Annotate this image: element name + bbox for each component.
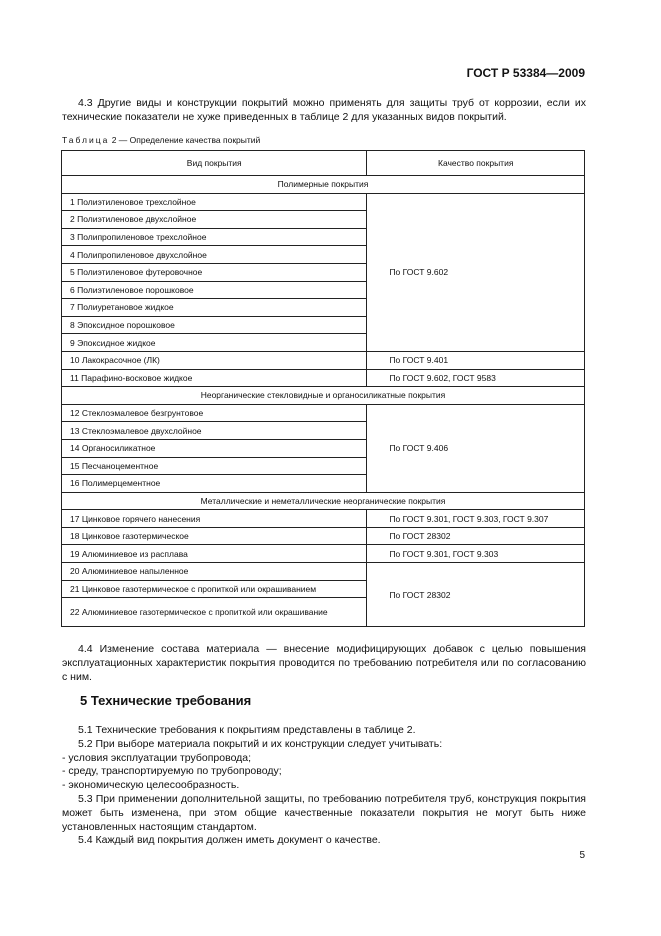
row-label: 8 Эпоксидное порошковое [62, 316, 367, 334]
paragraph-5-4: 5.4 Каждый вид покрытия должен иметь документ о качестве. [78, 834, 381, 847]
paragraph-4-4: 4.4 Изменение состава материала — внесение модифицирующих добавок с целью повышения эксплуатационных характеристик покрытия проводится по требованию потребителя или по согласованию с ним. [62, 643, 586, 683]
quality-cell: По ГОСТ 9.602, ГОСТ 9583 [367, 369, 585, 387]
paragraph-5-1: 5.1 Технические требования к покрытиям представлены в таблице 2. [78, 724, 416, 736]
row-label: 5 Полиэтиленовое футеровочное [62, 263, 367, 281]
quality-cell: По ГОСТ 9.401 [367, 351, 585, 369]
row-label: 9 Эпоксидное жидкое [62, 334, 367, 352]
document-code: ГОСТ Р 53384—2009 [466, 66, 585, 80]
table-row [62, 545, 585, 563]
column-header-quality: Качество покрытия [367, 151, 585, 176]
row-label: 20 Алюминиевое напыленное [62, 563, 367, 581]
paragraph-4-3: 4.3 Другие виды и конструкции покрытий можно применять для защиты труб от коррозии, если их технические показатели не хуже приведенных в таблице 2 для указанных видов покрытий. [62, 97, 586, 123]
table-row [62, 510, 585, 528]
list-item: - условия эксплуатации трубопровода; [62, 751, 252, 764]
section-5-heading: 5 Технические требования [80, 693, 252, 708]
list-item: - экономическую целесообразность. [62, 779, 240, 792]
group-inorganic-glass: Неорганические стекловидные и органосиликатные покрытия [62, 387, 585, 405]
row-label: 22 Алюминиевое газотермическое с пропиткой или окрашивание [62, 598, 367, 627]
quality-cell: По ГОСТ 9.406 [367, 404, 585, 492]
table-caption-prefix: Таблица [62, 135, 110, 145]
row-label: 12 Стеклоэмалевое безгрунтовое [62, 404, 367, 422]
quality-cell: По ГОСТ 9.301, ГОСТ 9.303 [367, 545, 585, 563]
row-label: 11 Парафино-восковое жидкое [62, 369, 367, 387]
row-label: 6 Полиэтиленовое порошковое [62, 281, 367, 299]
page-number: 5 [579, 850, 585, 861]
list-item: - среду, транспортируемую по трубопроводу; [62, 765, 282, 778]
row-label: 17 Цинковое горячего нанесения [62, 510, 367, 528]
table-caption [62, 135, 260, 145]
quality-cell: По ГОСТ 28302 [367, 563, 585, 627]
row-label: 18 Цинковое газотермическое [62, 527, 367, 545]
table-row [62, 404, 585, 422]
row-label: 10 Лакокрасочное (ЛК) [62, 351, 367, 369]
table-header-row [62, 151, 585, 176]
group-row [62, 387, 585, 405]
row-label: 14 Органосиликатное [62, 439, 367, 457]
group-row [62, 492, 585, 510]
group-polymer: Полимерные покрытия [62, 176, 585, 194]
row-label: 4 Полипропиленовое двухслойное [62, 246, 367, 264]
coating-quality-table [61, 150, 585, 627]
row-label: 3 Полипропиленовое трехслойное [62, 228, 367, 246]
quality-cell: По ГОСТ 9.602 [367, 193, 585, 351]
quality-cell: По ГОСТ 9.301, ГОСТ 9.303, ГОСТ 9.307 [367, 510, 585, 528]
section-5-body [62, 724, 586, 848]
group-row [62, 176, 585, 194]
table-row [62, 563, 585, 581]
row-label: 1 Полиэтиленовое трехслойное [62, 193, 367, 211]
column-header-coating-type: Вид покрытия [62, 151, 367, 176]
table-row [62, 527, 585, 545]
table-caption-text: 2 — Определение качества покрытий [111, 135, 261, 145]
row-label: 7 Полиуретановое жидкое [62, 299, 367, 317]
row-label: 21 Цинковое газотермическое с пропиткой или окрашиванием [62, 580, 367, 598]
row-label: 13 Стеклоэмалевое двухслойное [62, 422, 367, 440]
row-label: 19 Алюминиевое из расплава [62, 545, 367, 563]
paragraph-5-2: 5.2 При выборе материала покрытий и их конструкции следует учитывать: [78, 737, 443, 750]
row-label: 16 Полимерцементное [62, 475, 367, 493]
row-label: 2 Полиэтиленовое двухслойное [62, 211, 367, 229]
quality-cell: По ГОСТ 28302 [367, 527, 585, 545]
group-metallic: Металлические и неметаллические неорганические покрытия [62, 492, 585, 510]
table-row [62, 369, 585, 387]
table-row [62, 351, 585, 369]
paragraph-5-3: 5.3 При применении дополнительной защиты, по требованию потребителя труб, конструкция покрытия может быть изменена, при этом общие качественные показатели покрытия не могут быть ниже установленных настоящим стандартом. [62, 792, 586, 833]
table-row [62, 193, 585, 211]
row-label: 15 Песчаноцементное [62, 457, 367, 475]
